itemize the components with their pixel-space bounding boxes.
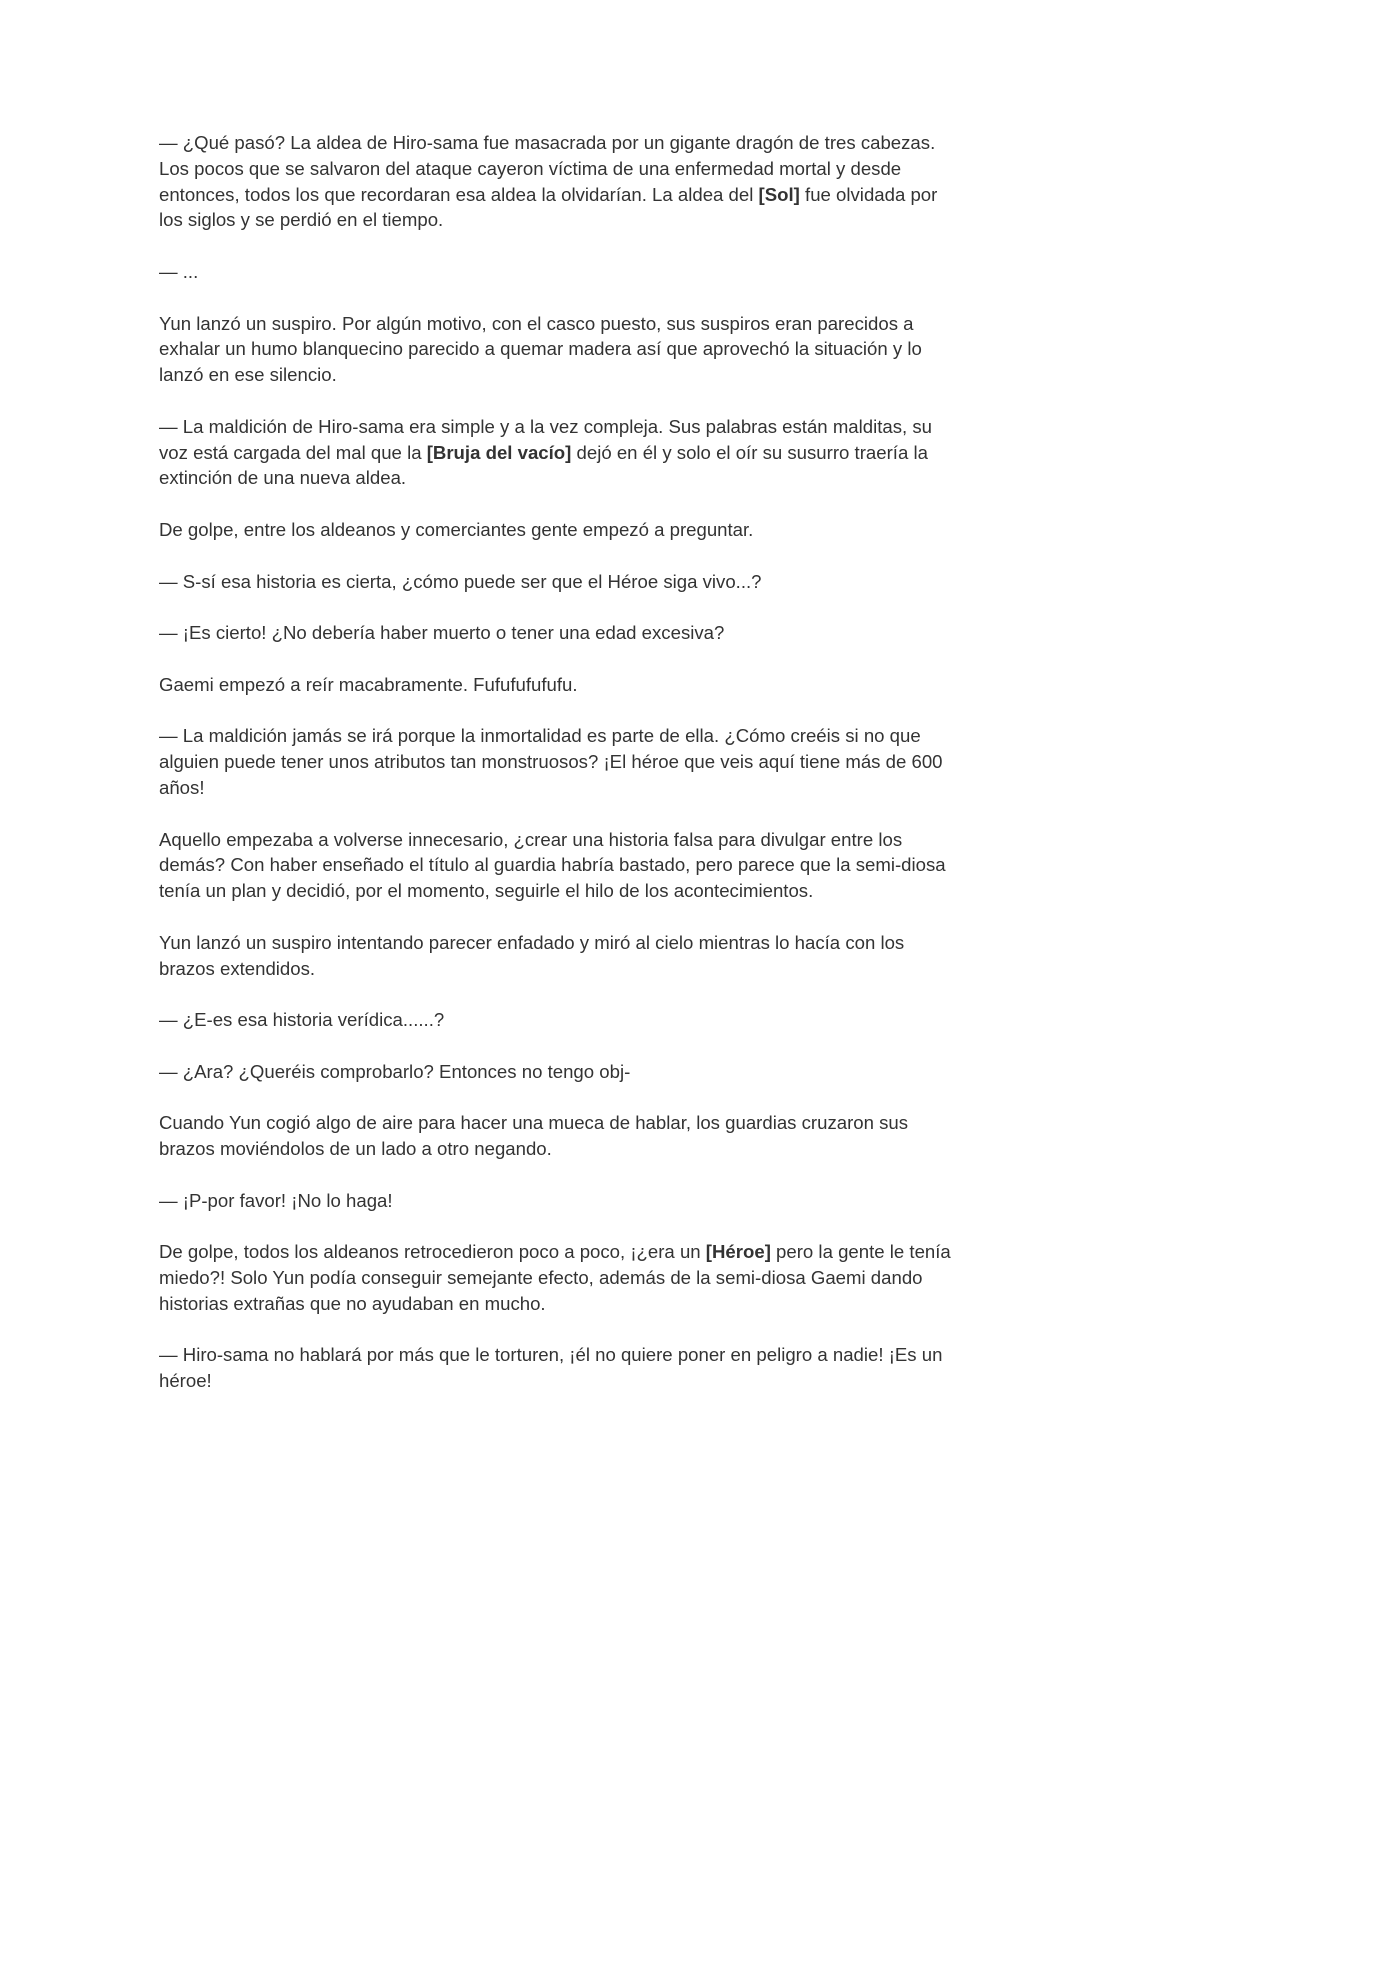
paragraph xyxy=(159,930,959,982)
text-run: Yun lanzó un suspiro. Por algún motivo, con el casco puesto, sus suspiros eran parecidos a exhalar un humo blanquecino parecido a quemar madera así que aprovechó la situación y lo lanzó en ese silencio. xyxy=(159,312,922,386)
paragraph xyxy=(159,1188,959,1214)
text-run: Cuando Yun cogió algo de aire para hacer una mueca de hablar, los guardias cruzaron sus brazos moviéndolos de un lado a otro negando. xyxy=(159,1112,909,1160)
text-run: — ¡Es cierto! ¿No debería haber muerto o tener una edad excesiva? xyxy=(159,622,725,644)
text-run: De golpe, entre los aldeanos y comerciantes gente empezó a preguntar. xyxy=(159,518,754,540)
text-run: De golpe, todos los aldeanos retrocedieron poco a poco, ¡¿era un xyxy=(159,1241,706,1263)
paragraph xyxy=(159,569,959,595)
bold-term: [Sol] xyxy=(758,183,800,205)
bold-term: [Bruja del vacío] xyxy=(426,441,572,463)
text-run: — ¿Ara? ¿Queréis comprobarlo? Entonces no tengo obj- xyxy=(159,1060,631,1082)
paragraph xyxy=(159,1239,959,1316)
paragraph xyxy=(159,1007,959,1033)
document-body xyxy=(159,130,959,1420)
text-run: — ¡P-por favor! ¡No lo haga! xyxy=(159,1189,393,1211)
paragraph xyxy=(159,620,959,646)
text-run: — La maldición jamás se irá porque la inmortalidad es parte de ella. ¿Cómo creéis si no que alguien puede tener unos atributos tan monstruosos? ¡El héroe que veis aquí tiene más de 600 años! xyxy=(159,725,943,798)
text-run: — ... xyxy=(159,260,199,282)
text-run: — La maldición de Hiro-sama era simple y a la vez compleja. Sus palabras están malditas, su voz está cargada del mal que la xyxy=(159,415,933,463)
text-run: — ¿Qué pasó? La aldea de Hiro-sama fue masacrada por un gigante dragón de tres cabezas. Los pocos que se salvaron del ataque cayeron víctima de una enfermedad mortal y desde entonces, todos los que recordaran esa aldea la olvidarían. La aldea del xyxy=(159,132,936,205)
text-run: Yun lanzó un suspiro intentando parecer enfadado y miró al cielo mientras lo hacía con los brazos extendidos. xyxy=(159,931,905,979)
text-run: pero la gente le tenía miedo?! Solo Yun podía conseguir semejante efecto, además de la semi-diosa Gaemi dando historias extrañas que no ayudaban en mucho. xyxy=(159,1241,951,1314)
paragraph xyxy=(159,827,959,904)
paragraph xyxy=(159,311,959,388)
paragraph xyxy=(159,672,959,698)
paragraph xyxy=(159,723,959,800)
text-run: — S-sí esa historia es cierta, ¿cómo puede ser que el Héroe siga vivo...? xyxy=(159,570,762,592)
text-run: Aquello empezaba a volverse innecesario, ¿crear una historia falsa para divulgar entre los demás? Con haber enseñado el título al guardia habría bastado, pero parece que la semi-diosa tenía un plan y decidió, por el momento, seguirle el hilo de los acontecimientos. xyxy=(159,828,946,902)
text-run: Gaemi empezó a reír macabramente. Fufufufufufu. xyxy=(159,673,578,695)
text-run: dejó en él y solo el oír su susurro traería la extinción de una nueva aldea. xyxy=(159,441,928,489)
text-run: — Hiro-sama no hablará por más que le torturen, ¡él no quiere poner en peligro a nadie! ¡Es un héroe! xyxy=(159,1344,943,1392)
paragraph xyxy=(159,130,959,233)
paragraph xyxy=(159,517,959,543)
text-run: — ¿E-es esa historia verídica......? xyxy=(159,1009,445,1031)
paragraph xyxy=(159,1342,959,1394)
paragraph xyxy=(159,1059,959,1085)
paragraph xyxy=(159,259,959,285)
bold-term: [Héroe] xyxy=(705,1241,771,1263)
text-run: fue olvidada por los siglos y se perdió en el tiempo. xyxy=(159,183,938,231)
paragraph xyxy=(159,1110,959,1162)
paragraph xyxy=(159,414,959,491)
